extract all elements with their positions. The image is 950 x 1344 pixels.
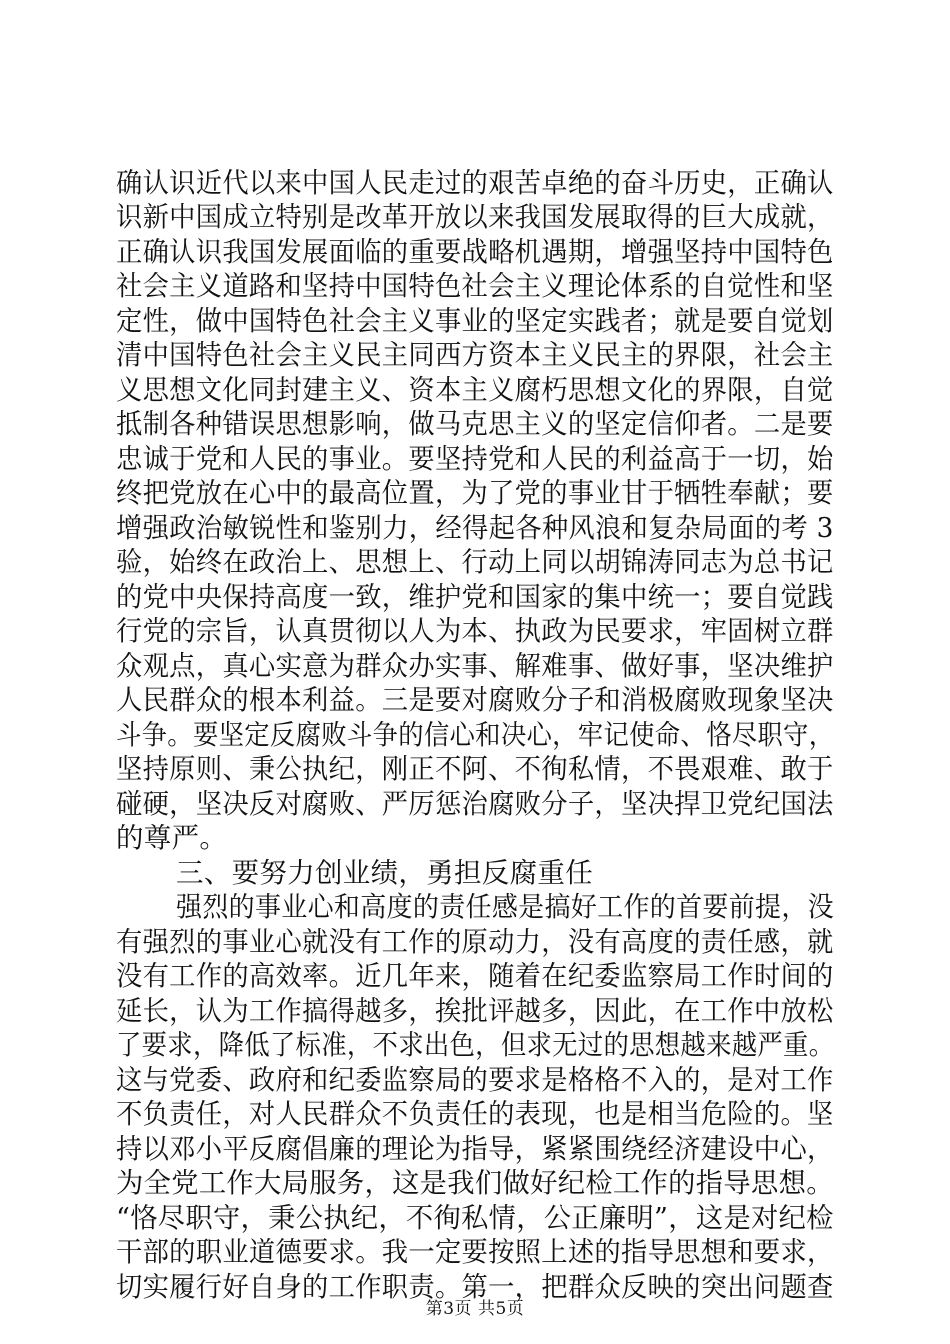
text-line: 为全党工作大局服务，这是我们做好纪检工作的指导思想。 xyxy=(116,1167,834,1199)
text-line: 识新中国成立特别是改革开放以来我国发展取得的巨大成就， xyxy=(116,201,834,233)
text-line: 延长，认为工作搞得越多，挨批评越多，因此，在工作中放松 xyxy=(116,995,834,1027)
text-line: 人民群众的根本利益。三是要对腐败分子和消极腐败现象坚决 xyxy=(116,684,834,716)
text-line: 增强政治敏锐性和鉴别力，经得起各种风浪和复杂局面的考 3 xyxy=(116,512,834,544)
text-line: 众观点，真心实意为群众办实事、解难事、做好事，坚决维护 xyxy=(116,650,834,682)
text-line: 终把党放在心中的最高位置，为了党的事业甘于牺牲奉献；要 xyxy=(116,477,834,509)
text-line: 正确认识我国发展面临的重要战略机遇期，增强坚持中国特色 xyxy=(116,236,834,268)
text-line: 社会主义道路和坚持中国特色社会主义理论体系的自觉性和坚 xyxy=(116,270,834,302)
text-line: 清中国特色社会主义民主同西方资本主义民主的界限，社会主 xyxy=(116,339,834,371)
text-line: 定性，做中国特色社会主义事业的坚定实践者；就是要自觉划 xyxy=(116,305,834,337)
text-line: 斗争。要坚定反腐败斗争的信心和决心，牢记使命、恪尽职守， xyxy=(116,719,835,751)
text-line: 忠诚于党和人民的事业。要坚持党和人民的利益高于一切，始 xyxy=(116,443,834,475)
text-line: 切实履行好自身的工作职责。第一，把群众反映的突出问题查 xyxy=(116,1271,834,1303)
text-line: 有强烈的事业心就没有工作的原动力，没有高度的责任感，就 xyxy=(116,926,834,958)
text-line: 没有工作的高效率。近几年来，随着在纪委监察局工作时间的 xyxy=(116,960,834,992)
text-line: 行党的宗旨，认真贯彻以人为本、执政为民要求，牢固树立群 xyxy=(116,615,834,647)
text-line: 义思想文化同封建主义、资本主义腐朽思想文化的界限，自觉 xyxy=(116,374,834,406)
text-line: 碰硬，坚决反对腐败、严厉惩治腐败分子，坚决捍卫党纪国法 xyxy=(116,788,834,820)
text-line: 抵制各种错误思想影响，做马克思主义的坚定信仰者。二是要 xyxy=(116,408,834,440)
text-line: 确认识近代以来中国人民走过的艰苦卓绝的奋斗历史，正确认 xyxy=(116,167,834,199)
page-footer: 第3页 共5页 xyxy=(425,1299,525,1319)
text-line: 干部的职业道德要求。我一定要按照上述的指导思想和要求， xyxy=(116,1236,834,1268)
text-line: 了要求，降低了标准，不求出色，但求无过的思想越来越严重。 xyxy=(116,1029,835,1061)
text-line: “恪尽职守，秉公执纪，不徇私情，公正廉明”，这是对纪检 xyxy=(116,1202,834,1234)
text-line: 这与党委、政府和纪委监察局的要求是格格不入的，是对工作 xyxy=(116,1064,834,1096)
text-line: 坚持原则、秉公执纪，刚正不阿、不徇私情，不畏艰难、敢于 xyxy=(116,753,834,785)
text-line: 的党中央保持高度一致，维护党和国家的集中统一；要自觉践 xyxy=(116,581,834,613)
text-line: 强烈的事业心和高度的责任感是搞好工作的首要前提，没 xyxy=(176,891,834,923)
text-line: 持以邓小平反腐倡廉的理论为指导，紧紧围绕经济建设中心， xyxy=(116,1133,834,1165)
text-line: 不负责任，对人民群众不负责任的表现，也是相当危险的。坚 xyxy=(116,1098,834,1130)
text-line: 的尊严。 xyxy=(116,822,228,854)
text-line: 三、要努力创业绩，勇担反腐重任 xyxy=(176,857,593,889)
text-line: 验，始终在政治上、思想上、行动上同以胡锦涛同志为总书记 xyxy=(116,546,834,578)
